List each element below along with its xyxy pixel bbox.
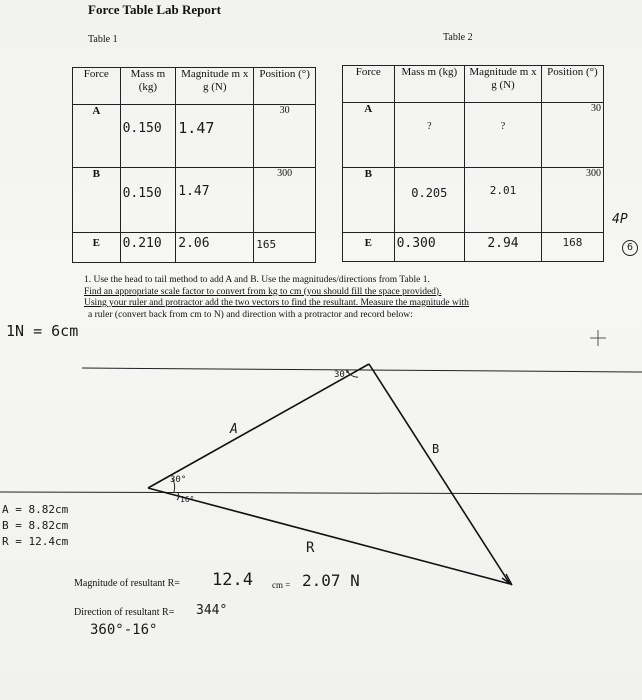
angle-16-label: 16°: [180, 495, 195, 504]
vector-b-label: B: [432, 442, 440, 456]
mass-value: 0.210: [120, 233, 176, 263]
col-header-force: Force: [343, 66, 395, 103]
position-value: 300: [541, 168, 603, 233]
angle-30-label: 30°: [170, 475, 187, 485]
r-length: R = 12.4cm: [2, 535, 69, 548]
magnitude-value: 2.06: [176, 233, 254, 263]
magnitude-value: ?: [465, 103, 542, 168]
position-value: 165: [254, 233, 316, 263]
force-label: A: [73, 105, 121, 168]
force-label: E: [73, 233, 121, 263]
mass-value: 0.300: [394, 233, 465, 262]
magnitude-value: 2.01: [465, 168, 542, 233]
vector-a-line: [148, 364, 369, 488]
col-header-position: Position (°): [541, 66, 603, 103]
resultant-line: [148, 488, 510, 584]
force-label: E: [343, 233, 395, 262]
b-length: B = 8.82cm: [2, 519, 69, 532]
col-header-position: Position (°): [254, 68, 316, 105]
vector-b-line: [369, 364, 510, 584]
col-header-mass: Mass m (kg): [120, 68, 176, 105]
force-label: B: [343, 168, 395, 233]
magnitude-value: 2.94: [465, 233, 542, 262]
instruction-line: 1. Use the head to tail method to add A and B. Use the magnitudes/directions from Table 1.: [84, 275, 430, 285]
magnitude-result-value: 12.4: [212, 570, 253, 590]
instruction-line: a ruler (convert back from cm to N) and direction with a protractor and record below:: [88, 309, 413, 320]
direction-result-label: Direction of resultant R=: [74, 607, 175, 618]
col-header-magnitude: Magnitude m x g (N): [465, 66, 542, 103]
position-value: 300: [254, 168, 316, 233]
position-value: 30: [541, 103, 603, 168]
mass-value: 0.205: [394, 168, 465, 233]
magnitude-value: 1.47: [176, 105, 254, 168]
margin-note: 4P: [612, 212, 628, 227]
direction-result-value: 344°: [196, 603, 228, 618]
direction-calculation: 360°-16°: [90, 622, 158, 638]
force-label: A: [343, 103, 395, 168]
angle-top-label: 30°: [334, 370, 351, 380]
force-label: B: [73, 168, 121, 233]
magnitude-result-label: Magnitude of resultant R=: [74, 578, 180, 589]
vector-lengths: [2, 502, 68, 550]
a-length: A = 8.82cm: [2, 503, 69, 516]
table2-label: Table 2: [443, 32, 473, 43]
instruction-line: Find an appropriate scale factor to convert from kg to cm (you should fill the space provided).: [84, 286, 442, 297]
col-header-magnitude: Magnitude m x g (N): [176, 68, 254, 105]
position-value: 168: [541, 233, 603, 262]
cm-label: cm =: [272, 580, 291, 590]
mass-value: 0.150: [120, 168, 176, 233]
vector-a-label: A: [230, 422, 238, 437]
page-title: Force Table Lab Report: [88, 2, 222, 17]
resultant-newtons: 2.07 N: [302, 571, 360, 590]
col-header-force: Force: [73, 68, 121, 105]
col-header-mass: Mass m (kg): [394, 66, 465, 103]
scale-factor: 1N = 6cm: [6, 322, 79, 340]
position-value: 30: [254, 105, 316, 168]
magnitude-value: 1.47: [176, 168, 254, 233]
margin-circle: 6: [622, 240, 638, 256]
mass-value: ?: [394, 103, 465, 168]
instruction-line: Using your ruler and protractor add the two vectors to find the resultant. Measure the magnitude with: [84, 298, 469, 308]
table1-label: Table 1: [88, 34, 118, 45]
mass-value: 0.150: [120, 105, 176, 168]
resultant-label: R: [306, 540, 315, 556]
reference-line-bottom: [0, 492, 642, 494]
